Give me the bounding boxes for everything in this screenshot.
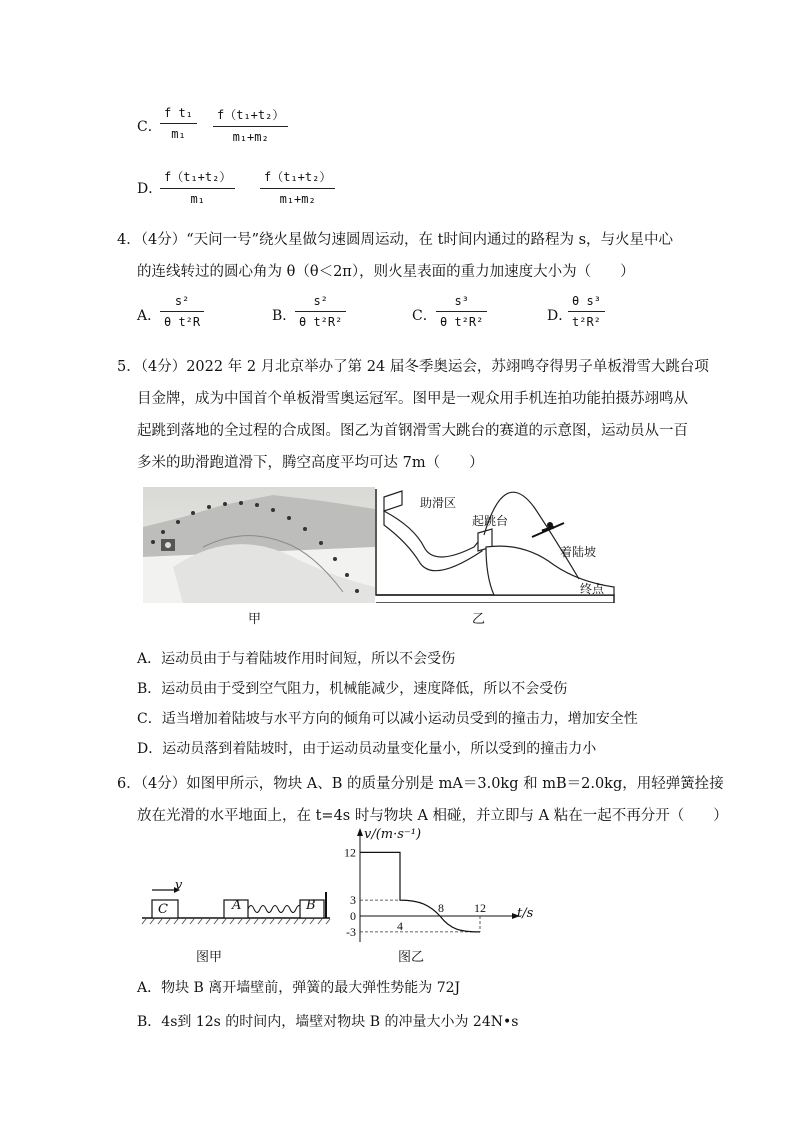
q3-option-c-fraction1 xyxy=(160,106,197,141)
q6-vt-chart xyxy=(336,826,546,948)
q4-option-a-letter: A． xyxy=(137,308,162,324)
q4-b-den: θ t²R² xyxy=(299,315,343,329)
x-tick-label: 12 xyxy=(474,901,486,915)
skier-icon xyxy=(532,522,564,537)
q4-a-den: θ t²R xyxy=(164,315,201,329)
q4-d-num: θ s³ xyxy=(568,294,605,312)
q5-option-d: D．运动员落到着陆坡时，由于运动员动量变化量小，所以受到的撞击力小 xyxy=(137,741,597,757)
q3-c-f1-num: f t₁ xyxy=(160,106,197,124)
q5-stem-line4: 多米的助滑跑道滑下，腾空高度平均可达 7m（ ） xyxy=(137,455,484,471)
q6-chart-xlabel: t/s xyxy=(517,906,534,921)
q5-figure-yi-label: 乙 xyxy=(472,612,486,627)
q3-c-f2-den: m₁+m₂ xyxy=(232,130,269,144)
velocity-label: v xyxy=(175,878,183,893)
q6-option-b: B．4s到 12s 的时间内，墙壁对物块 B 的冲量大小为 24N•s xyxy=(137,1014,519,1030)
q4-c-num: s³ xyxy=(436,294,487,312)
block-c-label: C xyxy=(158,902,168,917)
q4-option-b-fraction xyxy=(295,294,346,329)
q3-d-f1-num: f（t₁+t₂） xyxy=(160,168,235,189)
q3-c-f2-num: f（t₁+t₂） xyxy=(213,106,288,127)
q4-c-den: θ t²R² xyxy=(440,315,484,329)
q5-label-zhuolu: 着陆坡 xyxy=(560,545,597,559)
q4-option-a-fraction xyxy=(160,294,204,329)
block-b-label: B xyxy=(306,898,316,913)
q4-stem-line1: 4．（4分）“天问一号”绕火星做匀速圆周运动，在 t时间内通过的路程为 s，与火星中心 xyxy=(117,232,674,248)
q3-c-f1-den: m₁ xyxy=(171,127,186,141)
q3-d-f2-num: f（t₁+t₂） xyxy=(260,168,335,189)
q6-figure-yi-label: 图乙 xyxy=(398,950,425,965)
q5-option-c: C．适当增加着陆坡与水平方向的倾角可以减小运动员受到的撞击力，增加安全性 xyxy=(137,711,638,727)
velocity-curve xyxy=(360,852,480,932)
q6-option-a: A．物块 B 离开墙壁前，弹簧的最大弹性势能为 72J xyxy=(137,980,461,996)
q5-option-b: B．运动员由于受到空气阻力，机械能减少，速度降低，所以不会受伤 xyxy=(137,681,568,697)
q3-option-c-letter: C． xyxy=(137,119,162,135)
x-tick-label: 4 xyxy=(397,919,403,933)
q3-d-f2-den: m₁+m₂ xyxy=(279,192,316,206)
q4-option-c-fraction xyxy=(436,294,487,329)
q5-stem-line3: 起跳到落地的全过程的合成图。图乙为首钢滑雪大跳台的赛道的示意图，运动员从一百 xyxy=(137,423,688,439)
q5-photo-jia xyxy=(143,487,375,603)
q3-option-d-letter: D． xyxy=(137,181,163,197)
q6-stem-line2: 放在光滑的水平地面上，在 t=4s 时与物块 A 相碰，并立即与 A 粘在一起不再分开（ ） xyxy=(137,808,728,824)
q4-d-den: t²R² xyxy=(572,315,601,329)
q3-option-c-fraction2 xyxy=(213,106,288,144)
y-tick-label: 3 xyxy=(350,893,356,908)
y-tick-label: 12 xyxy=(344,845,356,860)
q4-option-d-fraction xyxy=(568,294,605,329)
q5-stem-line2: 目金牌，成为中国首个单板滑雪奥运冠军。图甲是一观众用手机连拍功能拍摄苏翊鸣从 xyxy=(137,391,688,407)
q6-stem-line1: 6．（4分）如图甲所示，物块 A、B 的质量分别是 mA＝3.0kg 和 mB＝2.0kg，用轻弹簧拴接 xyxy=(117,776,724,792)
q5-label-zhuhua: 助滑区 xyxy=(420,496,457,510)
q5-label-zhongdian: 终点 xyxy=(580,582,605,596)
q4-option-c-letter: C． xyxy=(412,308,437,324)
block-a-label: A xyxy=(232,898,242,913)
q5-figure-jia-label: 甲 xyxy=(248,612,262,627)
q5-stem-line1: 5．（4分）2022 年 2 月北京举办了第 24 届冬季奥运会，苏翊鸣夺得男子单板滑雪大跳台项 xyxy=(117,359,709,375)
q4-b-num: s² xyxy=(295,294,346,312)
q4-option-d-letter: D． xyxy=(547,308,573,324)
q5-label-qitiao: 起跳台 xyxy=(472,514,509,528)
spring-icon xyxy=(248,906,308,913)
q3-option-d-fraction1 xyxy=(160,168,235,206)
q4-stem-line2: 的连线转过的圆心角为 θ（θ＜2π），则火星表面的重力加速度大小为（ ） xyxy=(137,264,635,280)
y-tick-label: 0 xyxy=(350,909,356,923)
q4-option-b-letter: B． xyxy=(272,308,297,324)
y-tick-label: -3 xyxy=(346,924,356,939)
q3-option-d-fraction2 xyxy=(260,168,335,206)
q3-d-f1-den: m₁ xyxy=(190,192,205,206)
q4-a-num: s² xyxy=(160,294,204,312)
q6-chart-ylabel: v/(m·s⁻¹) xyxy=(364,827,422,842)
q5-option-a: A．运动员由于与着陆坡作用时间短，所以不会受伤 xyxy=(137,651,456,667)
q6-figure-jia-label: 图甲 xyxy=(196,950,223,965)
x-tick-label: 8 xyxy=(438,901,444,915)
